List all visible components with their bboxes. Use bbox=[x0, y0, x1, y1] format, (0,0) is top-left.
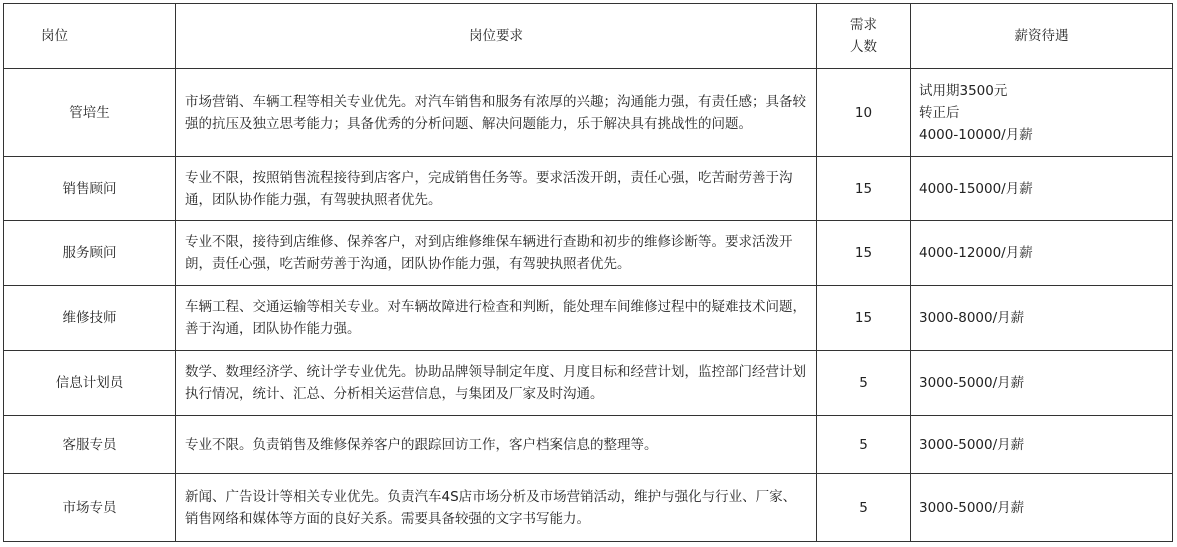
cell-requirements: 专业不限，接待到店维修、保养客户，对到店维修维保车辆进行查勘和初步的维修诊断等。要求活泼开朗，责任心强，吃苦耐劳善于沟通，团队协作能力强，有驾驶执照者优先。 bbox=[176, 221, 817, 286]
cell-requirements: 市场营销、车辆工程等相关专业优先。对汽车销售和服务有浓厚的兴趣；沟通能力强，有责任感；具备较强的抗压及独立思考能力；具备优秀的分析问题、解决问题能力，乐于解决具有挑战性的问题。 bbox=[176, 69, 817, 157]
cell-count: 5 bbox=[817, 351, 911, 416]
cell-position: 维修技师 bbox=[4, 286, 176, 351]
cell-requirements: 新闻、广告设计等相关专业优先。负责汽车4S店市场分析及市场营销活动，维护与强化与行业、厂家、销售网络和媒体等方面的良好关系。需要具备较强的文字书写能力。 bbox=[176, 474, 817, 542]
salary-line: 试用期3500元 bbox=[919, 82, 1008, 99]
cell-requirements: 车辆工程、交通运输等相关专业。对车辆故障进行检查和判断，能处理车间维修过程中的疑难技术问题，善于沟通，团队协作能力强。 bbox=[176, 286, 817, 351]
header-requirements: 岗位要求 bbox=[176, 4, 817, 69]
cell-position: 客服专员 bbox=[4, 416, 176, 474]
cell-count: 15 bbox=[817, 157, 911, 221]
cell-salary: 4000-15000/月薪 bbox=[911, 157, 1173, 221]
header-count-line1: 需求 bbox=[850, 17, 877, 33]
header-count-line2: 人数 bbox=[850, 39, 877, 55]
cell-position: 市场专员 bbox=[4, 474, 176, 542]
cell-salary bbox=[911, 69, 1173, 157]
cell-salary: 3000-5000/月薪 bbox=[911, 416, 1173, 474]
cell-count: 15 bbox=[817, 286, 911, 351]
cell-count: 5 bbox=[817, 416, 911, 474]
cell-position: 管培生 bbox=[4, 69, 176, 157]
table-row bbox=[4, 286, 1173, 351]
table-row bbox=[4, 69, 1173, 157]
cell-count: 10 bbox=[817, 69, 911, 157]
header-count bbox=[817, 4, 911, 69]
cell-count: 5 bbox=[817, 474, 911, 542]
cell-salary: 4000-12000/月薪 bbox=[911, 221, 1173, 286]
cell-count: 15 bbox=[817, 221, 911, 286]
cell-position: 信息计划员 bbox=[4, 351, 176, 416]
table-row bbox=[4, 157, 1173, 221]
cell-requirements: 专业不限。负责销售及维修保养客户的跟踪回访工作，客户档案信息的整理等。 bbox=[176, 416, 817, 474]
cell-position: 服务顾问 bbox=[4, 221, 176, 286]
table-row bbox=[4, 474, 1173, 542]
cell-salary: 3000-8000/月薪 bbox=[911, 286, 1173, 351]
cell-position: 销售顾问 bbox=[4, 157, 176, 221]
header-salary: 薪资待遇 bbox=[911, 4, 1173, 69]
cell-salary: 3000-5000/月薪 bbox=[911, 474, 1173, 542]
table-row bbox=[4, 221, 1173, 286]
table-row bbox=[4, 416, 1173, 474]
table-header-row bbox=[4, 4, 1173, 69]
recruitment-table bbox=[3, 3, 1173, 542]
cell-requirements: 数学、数理经济学、统计学专业优先。协助品牌领导制定年度、月度目标和经营计划，监控部门经营计划执行情况，统计、汇总、分析相关运营信息，与集团及厂家及时沟通。 bbox=[176, 351, 817, 416]
salary-line: 4000-10000/月薪 bbox=[919, 126, 1033, 143]
salary-line: 转正后 bbox=[919, 104, 960, 121]
cell-requirements: 专业不限，按照销售流程接待到店客户，完成销售任务等。要求活泼开朗，责任心强，吃苦耐劳善于沟通，团队协作能力强，有驾驶执照者优先。 bbox=[176, 157, 817, 221]
cell-salary: 3000-5000/月薪 bbox=[911, 351, 1173, 416]
table-row bbox=[4, 351, 1173, 416]
header-position: 岗位 bbox=[4, 4, 176, 69]
